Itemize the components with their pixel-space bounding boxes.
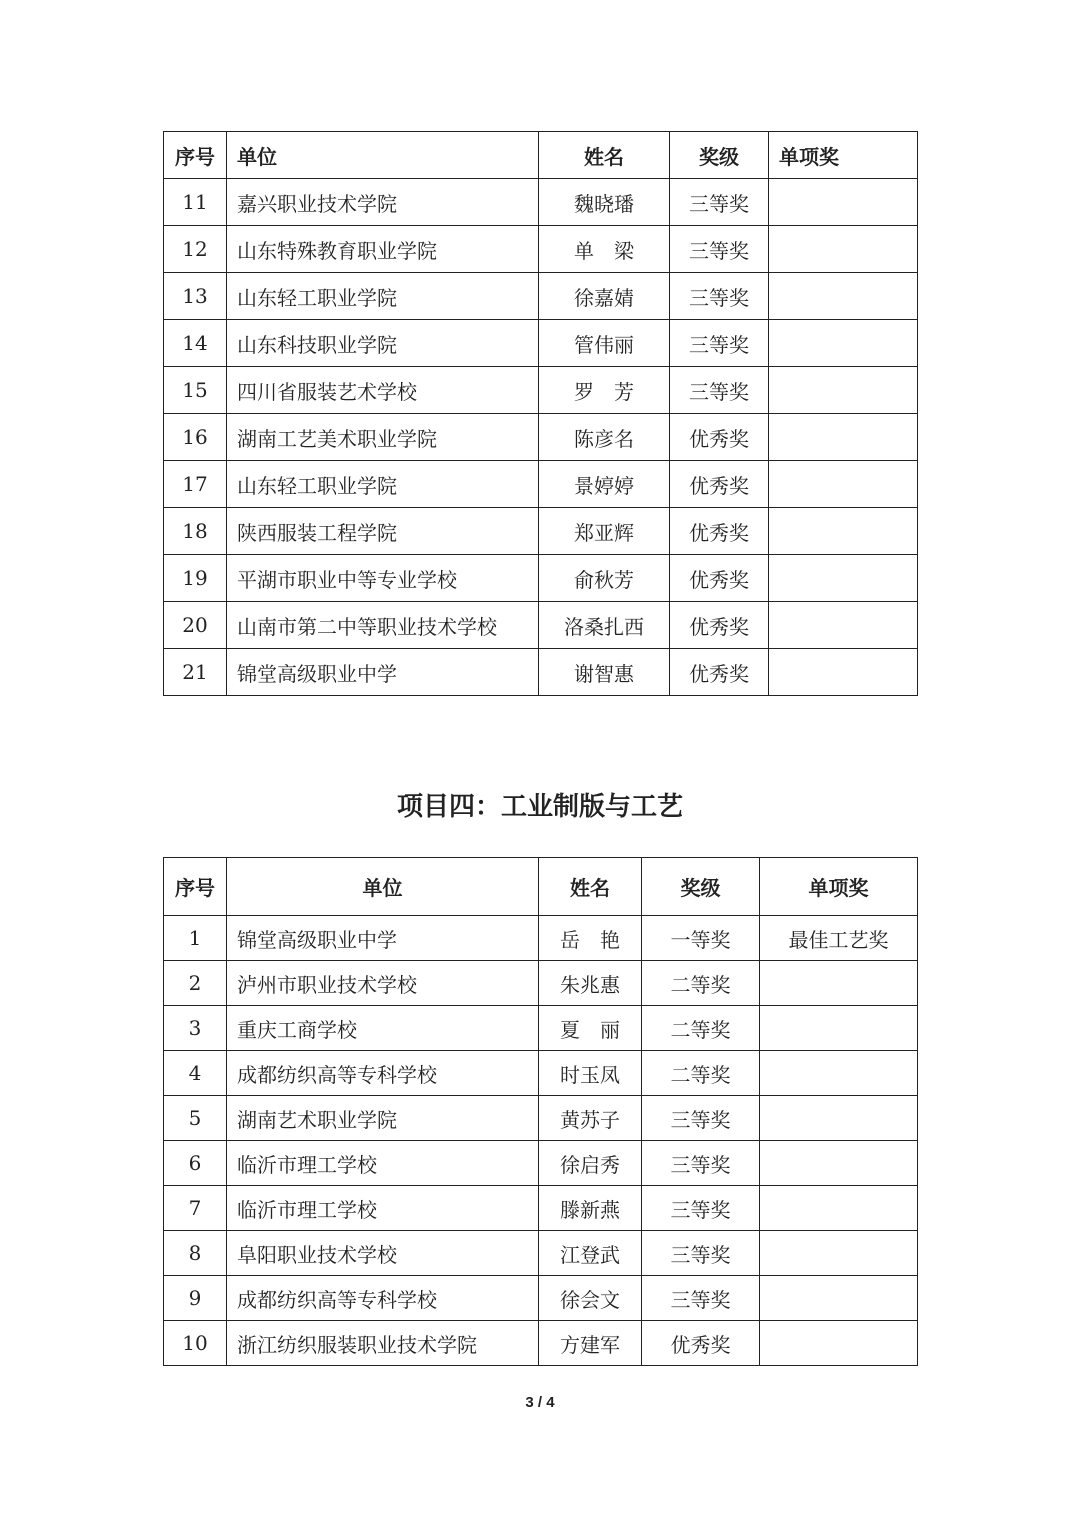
cell-unit: 成都纺织高等专科学校 — [227, 1276, 539, 1321]
table-row — [164, 508, 918, 555]
cell-special-award — [769, 273, 918, 320]
cell-special-award — [760, 1321, 918, 1366]
cell-unit: 湖南艺术职业学院 — [227, 1096, 539, 1141]
table-body — [164, 916, 918, 1366]
cell-name: 徐启秀 — [539, 1141, 642, 1186]
cell-unit: 山东特殊教育职业学院 — [227, 226, 539, 273]
table-row — [164, 367, 918, 414]
cell-index: 13 — [164, 273, 227, 320]
cell-special-award — [769, 179, 918, 226]
cell-name: 夏 丽 — [539, 1006, 642, 1051]
cell-unit: 阜阳职业技术学校 — [227, 1231, 539, 1276]
cell-special-award — [769, 320, 918, 367]
cell-index: 15 — [164, 367, 227, 414]
cell-name: 徐会文 — [539, 1276, 642, 1321]
cell-index: 9 — [164, 1276, 227, 1321]
cell-award-level: 优秀奖 — [670, 508, 769, 555]
cell-name: 黄苏子 — [539, 1096, 642, 1141]
cell-name: 时玉凤 — [539, 1051, 642, 1096]
table-row — [164, 916, 918, 961]
cell-unit: 锦堂高级职业中学 — [227, 916, 539, 961]
cell-index: 8 — [164, 1231, 227, 1276]
section-title: 项目四：工业制版与工艺 — [396, 792, 683, 822]
table-row — [164, 1096, 918, 1141]
cell-name: 洛桑扎西 — [539, 602, 670, 649]
cell-special-award — [769, 226, 918, 273]
cell-award-level: 二等奖 — [642, 1051, 760, 1096]
cell-award-level: 二等奖 — [642, 961, 760, 1006]
cell-award-level: 一等奖 — [642, 916, 760, 961]
table-row — [164, 461, 918, 508]
cell-award-level: 三等奖 — [642, 1231, 760, 1276]
cell-index: 1 — [164, 916, 227, 961]
cell-unit: 四川省服装艺术学校 — [227, 367, 539, 414]
cell-award-level: 优秀奖 — [670, 414, 769, 461]
cell-award-level: 优秀奖 — [642, 1321, 760, 1366]
header-special-award: 单项奖 — [769, 132, 918, 179]
cell-name: 方建军 — [539, 1321, 642, 1366]
table-row — [164, 1321, 918, 1366]
cell-name: 管伟丽 — [539, 320, 670, 367]
cell-unit: 嘉兴职业技术学院 — [227, 179, 539, 226]
cell-unit: 泸州市职业技术学校 — [227, 961, 539, 1006]
cell-unit: 山东科技职业学院 — [227, 320, 539, 367]
cell-award-level: 优秀奖 — [670, 602, 769, 649]
cell-index: 21 — [164, 649, 227, 696]
cell-index: 19 — [164, 555, 227, 602]
table-row — [164, 320, 918, 367]
cell-index: 2 — [164, 961, 227, 1006]
header-special-award: 单项奖 — [760, 858, 918, 916]
cell-name: 谢智惠 — [539, 649, 670, 696]
table-body — [164, 179, 918, 696]
cell-name: 景婷婷 — [539, 461, 670, 508]
cell-index: 17 — [164, 461, 227, 508]
table-row — [164, 1186, 918, 1231]
table-row — [164, 1141, 918, 1186]
table-row — [164, 1051, 918, 1096]
cell-index: 10 — [164, 1321, 227, 1366]
table-row — [164, 226, 918, 273]
cell-name: 俞秋芳 — [539, 555, 670, 602]
table-row — [164, 961, 918, 1006]
cell-special-award — [769, 508, 918, 555]
cell-name: 滕新燕 — [539, 1186, 642, 1231]
cell-award-level: 三等奖 — [670, 320, 769, 367]
cell-unit: 临沂市理工学校 — [227, 1141, 539, 1186]
cell-unit: 陕西服装工程学院 — [227, 508, 539, 555]
table-row — [164, 1006, 918, 1051]
cell-unit: 山东轻工职业学院 — [227, 273, 539, 320]
cell-unit: 重庆工商学校 — [227, 1006, 539, 1051]
header-unit: 单位 — [227, 858, 539, 916]
cell-special-award — [760, 1186, 918, 1231]
cell-special-award — [769, 367, 918, 414]
table-row — [164, 1276, 918, 1321]
cell-special-award — [760, 1231, 918, 1276]
cell-unit: 山东轻工职业学院 — [227, 461, 539, 508]
cell-index: 6 — [164, 1141, 227, 1186]
table-row — [164, 1231, 918, 1276]
cell-name: 罗 芳 — [539, 367, 670, 414]
cell-name: 陈彦名 — [539, 414, 670, 461]
award-table-continued — [163, 131, 918, 696]
cell-special-award — [760, 961, 918, 1006]
cell-index: 7 — [164, 1186, 227, 1231]
table-row — [164, 602, 918, 649]
cell-award-level: 二等奖 — [642, 1006, 760, 1051]
cell-name: 岳 艳 — [539, 916, 642, 961]
cell-index: 3 — [164, 1006, 227, 1051]
cell-index: 11 — [164, 179, 227, 226]
cell-unit: 临沂市理工学校 — [227, 1186, 539, 1231]
cell-index: 20 — [164, 602, 227, 649]
cell-award-level: 优秀奖 — [670, 555, 769, 602]
header-name: 姓名 — [539, 858, 642, 916]
cell-index: 18 — [164, 508, 227, 555]
header-award-level: 奖级 — [642, 858, 760, 916]
cell-unit: 平湖市职业中等专业学校 — [227, 555, 539, 602]
cell-award-level: 三等奖 — [642, 1276, 760, 1321]
header-index: 序号 — [164, 858, 227, 916]
cell-award-level: 优秀奖 — [670, 461, 769, 508]
header-award-level: 奖级 — [670, 132, 769, 179]
table-row — [164, 273, 918, 320]
cell-special-award — [760, 1096, 918, 1141]
award-table-industrial-pattern — [163, 857, 918, 1366]
cell-index: 12 — [164, 226, 227, 273]
cell-special-award — [760, 1141, 918, 1186]
header-name: 姓名 — [539, 132, 670, 179]
cell-award-level: 优秀奖 — [670, 649, 769, 696]
cell-name: 徐嘉婧 — [539, 273, 670, 320]
cell-special-award — [769, 602, 918, 649]
page-number: 3 / 4 — [525, 1394, 555, 1411]
cell-special-award — [769, 414, 918, 461]
cell-special-award — [760, 1006, 918, 1051]
cell-special-award: 最佳工艺奖 — [760, 916, 918, 961]
table-row — [164, 414, 918, 461]
header-index: 序号 — [164, 132, 227, 179]
cell-special-award — [769, 461, 918, 508]
cell-award-level: 三等奖 — [670, 179, 769, 226]
table-row — [164, 179, 918, 226]
cell-special-award — [760, 1051, 918, 1096]
table-header-row — [164, 858, 918, 916]
cell-index: 5 — [164, 1096, 227, 1141]
cell-index: 14 — [164, 320, 227, 367]
cell-name: 江登武 — [539, 1231, 642, 1276]
cell-name: 单 梁 — [539, 226, 670, 273]
table-row — [164, 555, 918, 602]
table-header-row — [164, 132, 918, 179]
cell-award-level: 三等奖 — [642, 1141, 760, 1186]
header-unit: 单位 — [227, 132, 539, 179]
cell-award-level: 三等奖 — [670, 367, 769, 414]
cell-unit: 成都纺织高等专科学校 — [227, 1051, 539, 1096]
cell-unit: 锦堂高级职业中学 — [227, 649, 539, 696]
cell-index: 4 — [164, 1051, 227, 1096]
cell-unit: 浙江纺织服装职业技术学院 — [227, 1321, 539, 1366]
cell-index: 16 — [164, 414, 227, 461]
cell-special-award — [760, 1276, 918, 1321]
cell-award-level: 三等奖 — [670, 273, 769, 320]
cell-name: 郑亚辉 — [539, 508, 670, 555]
cell-award-level: 三等奖 — [642, 1186, 760, 1231]
table-row — [164, 649, 918, 696]
cell-unit: 山南市第二中等职业技术学校 — [227, 602, 539, 649]
cell-name: 朱兆惠 — [539, 961, 642, 1006]
cell-unit: 湖南工艺美术职业学院 — [227, 414, 539, 461]
cell-special-award — [769, 555, 918, 602]
cell-award-level: 三等奖 — [670, 226, 769, 273]
cell-award-level: 三等奖 — [642, 1096, 760, 1141]
cell-special-award — [769, 649, 918, 696]
cell-name: 魏晓璠 — [539, 179, 670, 226]
